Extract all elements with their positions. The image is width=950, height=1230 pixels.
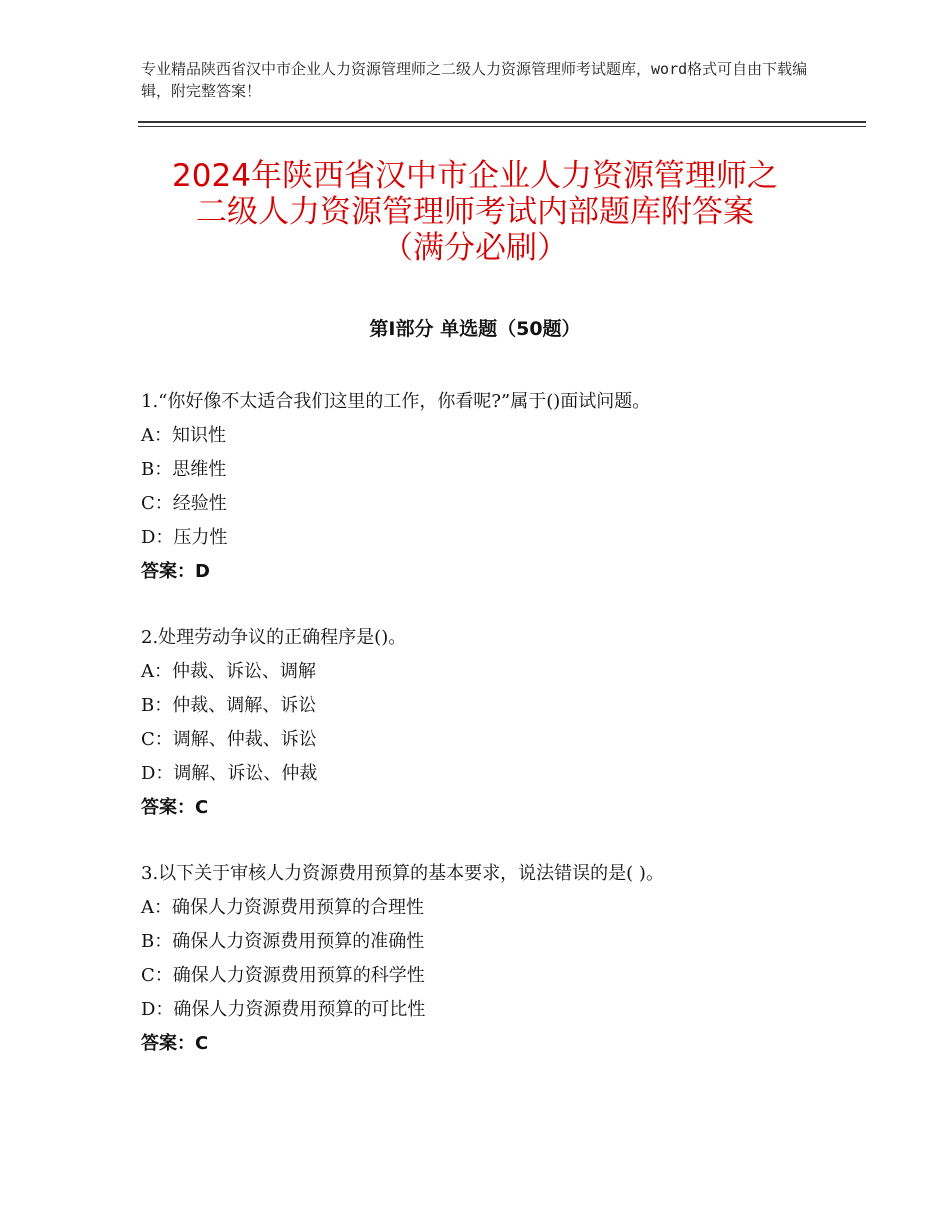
option-b: B：仲裁、调解、诉讼 bbox=[141, 695, 317, 716]
option-b: B：确保人力资源费用预算的准确性 bbox=[141, 931, 425, 952]
option-c: C：确保人力资源费用预算的科学性 bbox=[141, 965, 425, 986]
answer-line: 答案：C bbox=[141, 1033, 209, 1054]
option-c: C：调解、仲裁、诉讼 bbox=[141, 729, 317, 750]
option-c: C：经验性 bbox=[141, 493, 227, 514]
title-line-3: （满分必刷） bbox=[382, 230, 568, 266]
title-line-2: 二级人力资源管理师考试内部题库附答案 bbox=[196, 194, 754, 230]
header-divider-thin bbox=[138, 126, 866, 127]
answer-line: 答案：C bbox=[141, 797, 209, 818]
question-stem: 2.处理劳动争议的正确程序是()。 bbox=[141, 627, 407, 648]
question-stem: 3.以下关于审核人力资源费用预算的基本要求，说法错误的是( )。 bbox=[141, 863, 664, 884]
option-d: D：调解、诉讼、仲裁 bbox=[141, 763, 318, 784]
question-2 bbox=[141, 621, 861, 825]
question-list bbox=[141, 385, 861, 1093]
option-b: B：思维性 bbox=[141, 459, 227, 480]
section-title: 第Ⅰ部分 单选题（50题） bbox=[369, 318, 581, 340]
option-d: D：确保人力资源费用预算的可比性 bbox=[141, 999, 426, 1020]
question-1 bbox=[141, 385, 861, 589]
question-3 bbox=[141, 857, 861, 1061]
question-stem: 1.“你好像不太适合我们这里的工作，你看呢?”属于()面试问题。 bbox=[141, 391, 651, 412]
option-a: A：知识性 bbox=[141, 425, 226, 446]
answer-line: 答案：D bbox=[141, 561, 210, 582]
option-a: A：仲裁、诉讼、调解 bbox=[141, 661, 316, 682]
header-divider-thick bbox=[138, 121, 866, 123]
option-a: A：确保人力资源费用预算的合理性 bbox=[141, 897, 424, 918]
title-line-1: 2024年陕西省汉中市企业人力资源管理师之 bbox=[172, 158, 778, 194]
document-title bbox=[100, 158, 850, 266]
header-note: 专业精品陕西省汉中市企业人力资源管理师之二级人力资源管理师考试题库，word格式可自由下载编辑，附完整答案！ bbox=[141, 60, 808, 100]
option-d: D：压力性 bbox=[141, 527, 228, 548]
